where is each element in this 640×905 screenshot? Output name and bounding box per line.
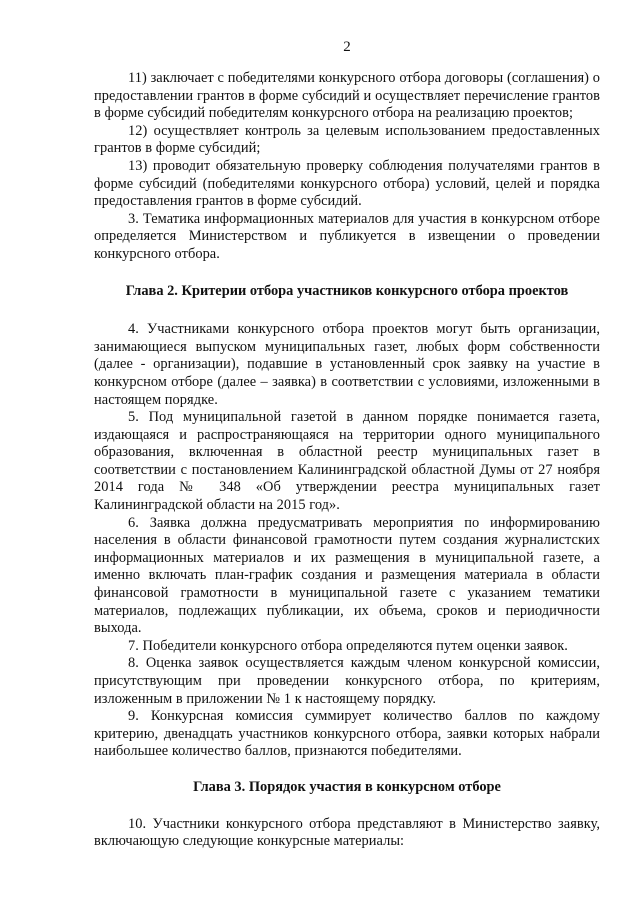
paragraph-5: 5. Под муниципальной газетой в данном порядке понимается газета, издающаяся и распространяющаяся на территории одного муниципального образования, включенная в областной реестр муниципальных газет в соответствии с постановлением Калининградской областной Думы от 27 ноября 2014 года № 348 «Об утверждении реестра муниципальных газет Калининградской области на 2015 год». [94,409,600,514]
paragraph-11: 11) заключает с победителями конкурсного отбора договоры (соглашения) о предоставлении грантов в форме субсидий и осуществляет перечисление грантов в форме субсидий победителям конкурсного отбора на реализацию проектов; [94,70,600,122]
section-top [94,70,600,264]
paragraph-9: 9. Конкурсная комиссия суммирует количество баллов по каждому критерию, двенадцать участников конкурсного отбора, заявки которых набрали наибольшее количество баллов, признаются победителями. [94,708,600,760]
document-page [94,38,600,851]
paragraph-10: 10. Участники конкурсного отбора представляют в Министерство заявку, включающую следующие конкурсные материалы: [94,815,600,850]
chapter-2-heading: Глава 2. Критерии отбора участников конкурсного отбора проектов [125,282,569,299]
paragraph-6: 6. Заявка должна предусматривать мероприятия по информированию населения в области финансовой грамотности путем создания журналистских информационных материалов и их размещения в муниципальной газете, а именно включать план-график создания и размещения материала в области финансовой грамотности в муниципальной газете с указанием тематики материалов, подлежащих публикации, их объема, сроков и периодичности выхода. [94,514,600,637]
paragraph-3: 3. Тематика информационных материалов для участия в конкурсном отборе определяется Министерством и публикуется в извещении о проведении конкурсного отбора. [94,210,600,262]
section-chapter-2 [94,321,600,761]
paragraph-8: 8. Оценка заявок осуществляется каждым членом конкурсной комиссии, присутствующим при проведении конкурсного отбора, по критериям, изложенным в приложении № 1 к настоящему порядку. [94,655,600,707]
paragraph-13: 13) проводит обязательную проверку соблюдения получателями грантов в форме субсидий (победителями конкурсного отбора) условий, целей и порядка предоставления грантов в форме субсидий. [94,157,600,210]
paragraph-7: 7. Победители конкурсного отбора определяются путем оценки заявок. [128,637,568,654]
paragraph-4: 4. Участниками конкурсного отбора проектов могут быть организации, занимающиеся выпуском муниципальных газет, любых форм собственности (далее - организации), подавшие в установленный срок заявку на участие в конкурсном отборе (далее – заявка) в соответствии с условиями, изложенными в настоящем порядке. [94,321,600,408]
section-chapter-3 [94,816,600,851]
paragraph-12: 12) осуществляет контроль за целевым использованием предоставленных грантов в форме субсидий; [94,122,600,157]
chapter-3-heading: Глава 3. Порядок участия в конкурсном отборе [193,778,501,795]
page-number: 2 [343,39,351,55]
